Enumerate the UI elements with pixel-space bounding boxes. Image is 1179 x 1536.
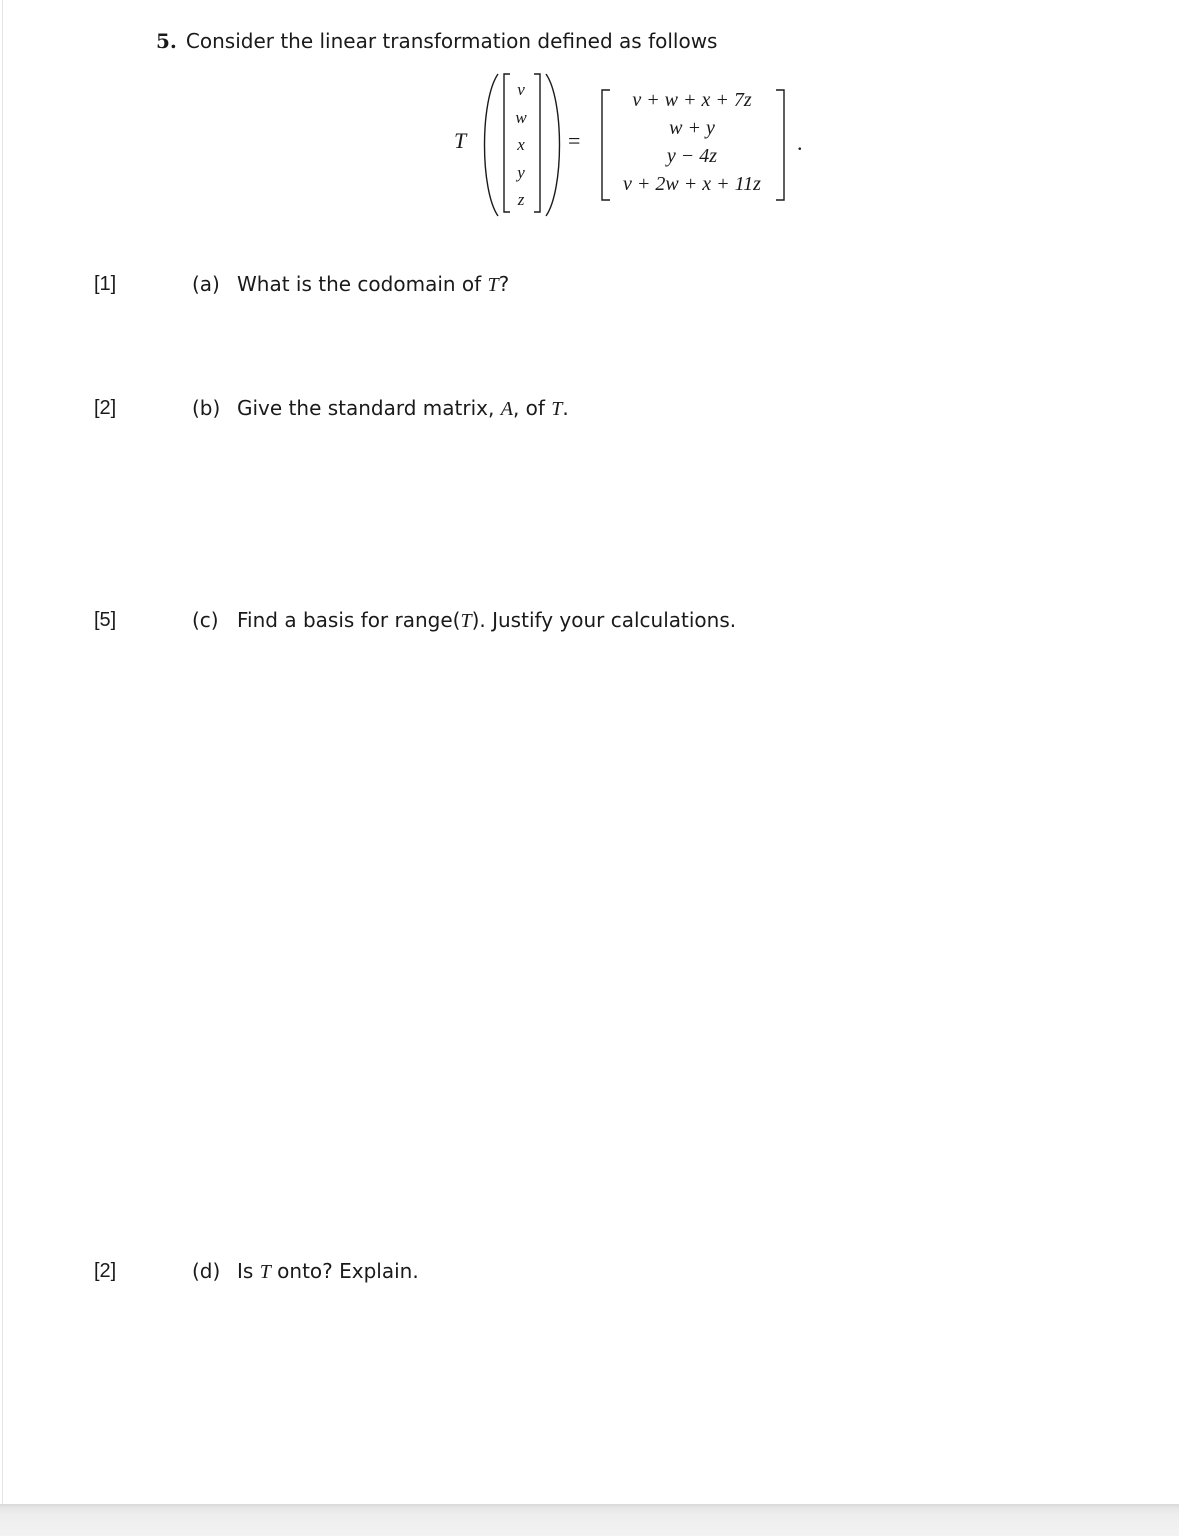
- part-label-c: (c): [192, 608, 219, 632]
- transformation-equation: [440, 70, 820, 220]
- part-text-a: [237, 269, 509, 300]
- input-vector: [506, 76, 536, 214]
- math-symbol: T: [487, 274, 499, 296]
- question-number: 5.: [156, 29, 177, 53]
- text-run: Find a basis for range(: [237, 608, 461, 632]
- right-paren-glyph: [546, 74, 560, 216]
- transformation-name: T: [454, 128, 467, 153]
- part-c: [0, 605, 1179, 635]
- output-entry: v + 2w + x + 11z: [623, 173, 761, 195]
- part-text-d: [237, 1256, 419, 1287]
- input-entry: v: [517, 80, 525, 99]
- part-d: [0, 1256, 1179, 1286]
- text-run: ?: [498, 272, 510, 296]
- math-symbol: T: [460, 610, 472, 632]
- part-label-b: (b): [192, 396, 221, 420]
- question-intro: Consider the linear transformation defined as follows: [185, 29, 718, 53]
- input-entry: x: [517, 135, 525, 154]
- points-d: [2]: [94, 1260, 117, 1282]
- text-run: ). Justify your calculations.: [471, 608, 737, 632]
- page-bottom-shadow: [0, 1504, 1179, 1536]
- output-vector: [604, 86, 780, 198]
- text-run: , of: [512, 396, 552, 420]
- text-run: Is: [237, 1259, 260, 1283]
- part-a: [0, 269, 1179, 299]
- question-heading: [156, 28, 717, 54]
- text-run: Give the standard matrix,: [237, 396, 501, 420]
- points-b: [2]: [94, 397, 117, 419]
- input-entry: y: [517, 162, 525, 182]
- part-b: [0, 393, 1179, 423]
- equation-period: .: [797, 130, 803, 155]
- output-entry: v + w + x + 7z: [632, 89, 752, 111]
- input-entry: z: [517, 190, 525, 209]
- text-run: onto? Explain.: [270, 1259, 419, 1283]
- text-run: .: [562, 396, 569, 420]
- part-text-c: [237, 605, 736, 636]
- math-symbol: T: [551, 398, 563, 420]
- output-entry: w + y: [669, 117, 715, 139]
- output-entry: y − 4z: [666, 145, 718, 167]
- points-c: [5]: [94, 609, 117, 631]
- part-label-a: (a): [192, 272, 220, 296]
- part-label-d: (d): [192, 1259, 221, 1283]
- math-symbol: T: [259, 1261, 271, 1283]
- text-run: What is the codomain of: [237, 272, 488, 296]
- points-a: [1]: [94, 273, 117, 295]
- left-paren-glyph: [485, 74, 499, 216]
- math-symbol: A: [500, 398, 513, 420]
- equals-sign: =: [568, 128, 581, 153]
- input-entry: w: [515, 107, 527, 127]
- part-text-b: [237, 393, 569, 424]
